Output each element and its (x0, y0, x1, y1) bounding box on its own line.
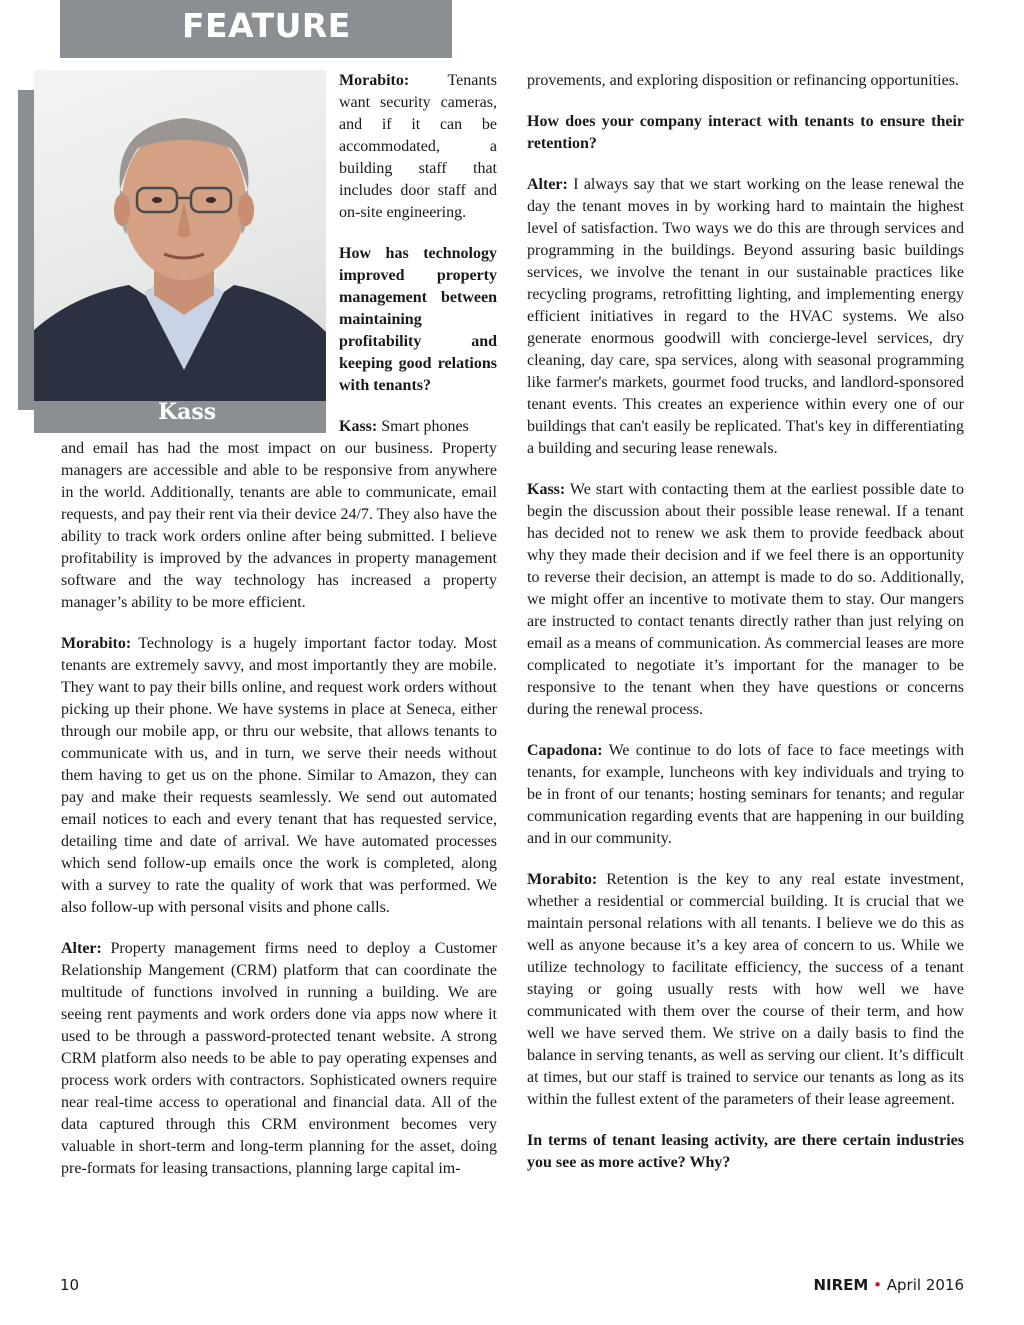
speaker-label: Capadona: (527, 742, 603, 759)
paragraph-text: Property management firms need to deploy a Customer Relationship Mangement (CRM) platform that can coordinate the multitude of functions involved in running a building. We are seeing rent payments and work orders done via apps now where it used to be through a password-protected tenant website. A strong CRM platform also needs to be able to pay operating expenses and process work orders with contractors. Sophisticated owners require near real-time access to operational and financial data. All of the data captured through this CRM environment becomes very valuable in short-term and long-term planning for the asset, doing pre-formats for leasing transactions, planning large capital im- (61, 940, 497, 1177)
photo-caption: Kass (158, 399, 217, 425)
page-number: 10 (60, 1276, 80, 1294)
publication-name: NIREM (813, 1276, 869, 1294)
question-retention: How does your company interact with tenants to ensure their retention? (527, 113, 964, 152)
paragraph-text: Smart phones (381, 418, 469, 435)
section-banner (60, 0, 452, 58)
wrap-column (339, 70, 497, 438)
paragraph-morabito-tenants (339, 70, 497, 224)
left-column (61, 438, 497, 1199)
paragraph-text: We start with contacting them at the earliest possible date to begin the discussion about their possible lease renewal. If a tenant has decided not to renew we ask them to provide feedback about why they made their decision and if we feel there is an opportunity to reverse their decision, an attempt is made to do so. Additionally, we might offer an incentive to motivate them to stay. Our mangers are instructed to contact tenants directly rather than just relying on email as a means of communication. As commercial leases are more complicated to negotiate it’s important for the manager to be responsive to the tenant when they have questions or concerns during the renewal process. (527, 481, 964, 718)
question-leasing-activity: In terms of tenant leasing activity, are there certain industries you see as more active? Why? (527, 1132, 964, 1171)
paragraph-text: Retention is the key to any real estate investment, whether a residential or commercial building. It is crucial that we maintain personal relations with all tenants. I believe we do this as well as anyone because it’s a key area of concern to us. While we utilize technology to facilitate efficiency, the success of a tenant staying or going usually rests with how well we have communicated with them over the course of their term, and how well we have served them. We strive on a daily basis to find the balance in serving tenants, as well as serving our client. It’s difficult at times, but our staff is trained to service our tenants as long as its within the fullest extent of the parameters of their lease agreement. (527, 871, 965, 1108)
speaker-label: Morabito: (527, 871, 598, 888)
photo-frame-accent (18, 90, 34, 410)
speaker-label: Morabito: (61, 635, 132, 652)
publication-footer (813, 1276, 964, 1294)
paragraph-text: Technology is a hugely important factor today. Most tenants are extremely savvy, and most importantly they are mobile. They want to pay their bills online, and request work orders without picking up their phone. We have systems in place at Seneca, either through our mobile app, or thru our website, that allows tenants to communicate with us, and in turn, we serve their needs without them having to get us on the phone. Similar to Amazon, they can pay and make their requests seamlessly. We send out automated email notices to each and every tenant that has requested service, detailing time and date of arrival. We have automated processes which send follow-up emails once the work is completed, along with a survey to rate the quality of work that was performed. We also follow-up with personal visits and phone calls. (61, 635, 497, 916)
paragraph-text: We continue to do lots of face to face meetings with tenants, for example, luncheons with key individuals and trying to be in front of our tenants; hosting seminars for tenants; and regular communication regarding events that are happening in our building and in our community. (527, 742, 965, 847)
right-column (527, 70, 964, 1174)
speaker-label: Kass: (339, 418, 378, 435)
paragraph-kass-start (339, 416, 497, 438)
photo-caption-bar (34, 401, 326, 433)
publication-date: April 2016 (886, 1276, 964, 1294)
paragraph-text: Tenants want security cameras, and if it can be accommodated, a building staff that includes door staff and on-site engineering. (339, 72, 497, 221)
paragraph-kass-continued: and email has had the most impact on our business. Property managers are accessible and able to be responsive from anywhere in the world. Additionally, tenants are able to communicate, email requests, and pay their rent via their device 24/7. They also have the ability to track work orders online after being submitted. I believe profitability is improved by the advances in property management software and the way technology has increased a property manager’s ability to be more efficient. (61, 440, 497, 611)
paragraph-morabito-retention (527, 869, 964, 1111)
speaker-label: Morabito: (339, 72, 410, 89)
paragraph-alter-continued: provements, and exploring disposition or refinancing opportunities. (527, 72, 959, 89)
question-technology: How has technology improved property management between maintaining profitability and keeping good relations with tenants? (339, 245, 497, 394)
speaker-label: Alter: (61, 940, 102, 957)
paragraph-kass-retention (527, 479, 964, 721)
paragraph-capadona-retention (527, 740, 964, 850)
footer-bullet: • (873, 1276, 882, 1294)
speaker-label: Alter: (527, 176, 568, 193)
portrait-photo (34, 70, 326, 401)
paragraph-text: I always say that we start working on the lease renewal the day the tenant moves in by working hard to maintain the highest level of satisfaction. Two ways we do this are through services and programming in the buildings. Beyond assuring basic buildings services, we involve the tenant in our sustainable practices like recycling programs, retrofitting lighting, and implementing energy efficient initiatives in regard to the HVAC systems. We also generate enormous goodwill with concierge-level services, dry cleaning, day care, spa services, along with seasonal programming like farmer's markets, gourmet food trucks, and landlord-sponsored tenant events. This creates an experience within every one of our buildings that can't easily be replicated. That's key in differentiating a building and securing lease renewals. (527, 176, 965, 457)
portrait-figure (18, 70, 326, 434)
paragraph-alter-crm (61, 938, 497, 1180)
speaker-label: Kass: (527, 481, 566, 498)
paragraph-alter-retention (527, 174, 964, 460)
paragraph-morabito-technology (61, 633, 497, 919)
portrait-illustration (34, 70, 326, 401)
section-banner-label: FEATURE (182, 6, 351, 45)
